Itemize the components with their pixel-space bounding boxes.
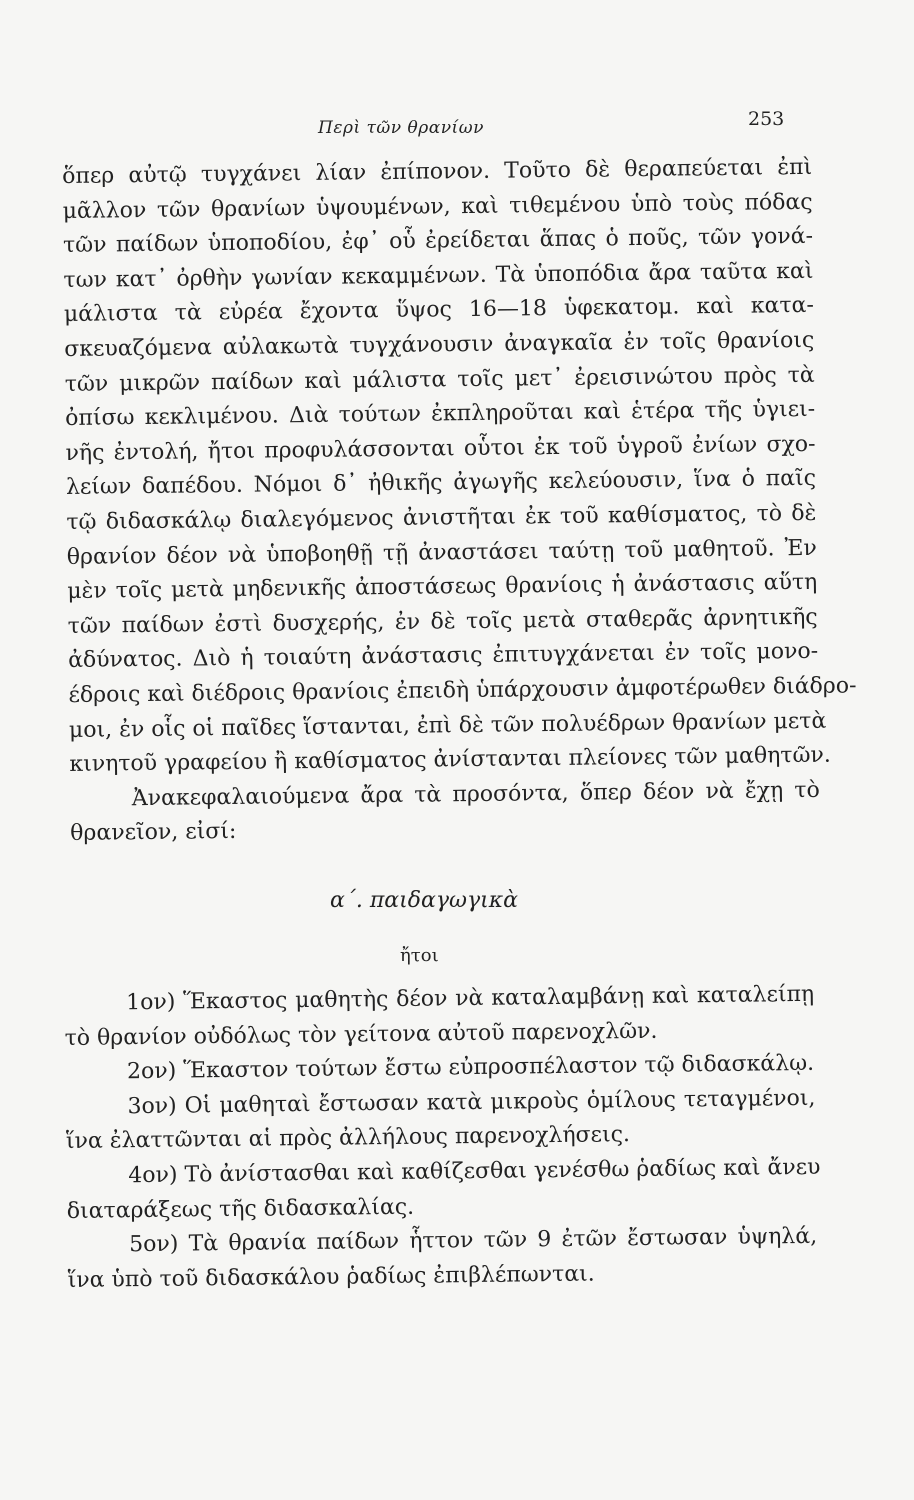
text-line: μάλιστα τὰ εὐρέα ἔχοντα ὕψος 16—18 ὑφεκατομ. καὶ κατα- — [63, 293, 814, 328]
body-paragraph — [62, 151, 857, 852]
text-line: σκευαζόμενα αὐλακωτὰ τυγχάνουσιν ἀναγκαῖα ἐν τοῖς θρανίοις — [64, 327, 815, 362]
section-subheading: ἤτοι — [400, 945, 439, 966]
list-number: 3ον) — [127, 1093, 177, 1120]
list-text: Ἕκαστος μαθητὴς δέον νὰ καταλαμβάνῃ καὶ καταλείπῃ — [183, 981, 815, 1015]
list-text: Οἱ μαθηταὶ ἔστωσαν κατὰ μικροὺς ὁμίλους τεταγμένοι, — [184, 1085, 816, 1119]
page-number: 253 — [748, 108, 785, 130]
running-header: Περὶ τῶν θρανίων — [318, 118, 484, 138]
text-line: τῶν μικρῶν παίδων καὶ μάλιστα τοῖς μετ᾿ ἐρεισινώτου πρὸς τὰ — [64, 362, 815, 397]
text-line: τῷ διδασκάλῳ διαλεγόμενος ἀνιστῆται ἐκ τοῦ καθίσματος, τὸ δὲ — [66, 500, 817, 535]
list-number: 1ον) — [126, 989, 176, 1016]
list-text: Ἕκαστον τούτων ἔστω εὐπροσπέλαστον τῷ διδασκάλῳ. — [183, 1051, 815, 1084]
list-number: 2ον) — [126, 1058, 177, 1085]
list-number: 5ον) — [129, 1231, 179, 1258]
summary-line: θρανεῖον, εἰσί: — [70, 819, 237, 847]
text-line: ὅπερ αὐτῷ τυγχάνει λίαν ἐπίπονον. Τοῦτο δὲ θεραπεύεται ἐπὶ — [62, 154, 813, 189]
list-text: Τὸ ἀνίστασθαι καὶ καθίζεσθαι γενέσθω ῥαδίως καὶ ἄνευ — [184, 1154, 821, 1188]
section-heading: α΄. παιδαγωγικὰ — [330, 888, 519, 913]
list-number: 4ον) — [128, 1162, 178, 1189]
text-line: μοι, ἐν οἷς οἱ παῖδες ἵστανται, ἐπὶ δὲ τῶν πολυέδρων θρανίων μετὰ — [68, 708, 827, 743]
list-item-continuation: διαταράξεως τῆς διδασκαλίας. — [66, 1194, 415, 1224]
list-item-continuation: ἵνα ἐλαττῶνται αἱ πρὸς ἀλλήλους παρενοχλήσεις. — [65, 1122, 631, 1155]
text-line: μᾶλλον τῶν θρανίων ὑψουμένων, καὶ τιθεμένου ὑπὸ τοὺς πόδας — [62, 189, 813, 224]
text-line: των κατ᾿ ὀρθὴν γωνίαν κεκαμμένων. Τὰ ὑποπόδια ἄρα ταῦτα καὶ — [63, 258, 814, 293]
list-text: Τὰ θρανία παίδων ἧττον τῶν 9 ἐτῶν ἔστωσαν ὑψηλά, — [188, 1223, 818, 1257]
text-line: τῶν παίδων ὑποποδίου, ἐφ᾿ οὗ ἐρείδεται ἅπας ὁ ποῦς, τῶν γονά- — [62, 224, 814, 259]
list-item-continuation: τὸ θρανίον οὐδόλως τὸν γείτονα αὐτοῦ παρενοχλῶν. — [64, 1018, 658, 1051]
text-line: κινητοῦ γραφείου ἢ καθίσματος ἀνίστανται πλείονες τῶν μαθητῶν. — [69, 742, 831, 778]
text-line: τῶν παίδων ἐστὶ δυσχερής, ἐν δὲ τοῖς μετὰ σταθερᾶς ἀρνητικῆς — [67, 604, 818, 639]
summary-line: Ἀνακεφαλαιούμενα ἄρα τὰ προσόντα, ὅπερ δέον νὰ ἔχῃ τὸ — [131, 777, 820, 811]
text-line: μὲν τοῖς μετὰ μηδενικῆς ἀποστάσεως θρανίοις ἡ ἀνάστασις αὕτη — [67, 569, 818, 605]
list-item-continuation: ἵνα ὑπὸ τοῦ διδασκάλου ῥαδίως ἐπιβλέπωνται. — [67, 1261, 595, 1293]
text-line: ὀπίσω κεκλιμένου. Διὰ τούτων ἐκπληροῦται καὶ ἑτέρα τῆς ὑγιει- — [65, 396, 816, 432]
text-line: νῆς ἐντολή, ἤτοι προφυλάσσονται οὗτοι ἐκ τοῦ ὑγροῦ ἐνίων σχο- — [65, 431, 816, 466]
text-line: λείων δαπέδου. Νόμοι δ᾿ ἠθικῆς ἀγωγῆς κελεύουσιν, ἵνα ὁ παῖς — [65, 466, 817, 501]
text-line: έδροις καὶ διέδροις θρανίοις ἐπειδὴ ὑπάρχουσιν ἀμφοτέρωθεν διάδρο- — [68, 673, 857, 708]
text-line: ἀδύνατος. Διὸ ἡ τοιαύτη ἀνάστασις ἐπιτυγχάνεται ἐν τοῖς μονο- — [67, 639, 819, 674]
text-line: θρανίον δέον νὰ ὑποβοηθῇ τῇ ἀναστάσει ταύτῃ τοῦ μαθητοῦ. Ἐν — [66, 535, 817, 570]
numbered-list — [64, 976, 821, 1296]
